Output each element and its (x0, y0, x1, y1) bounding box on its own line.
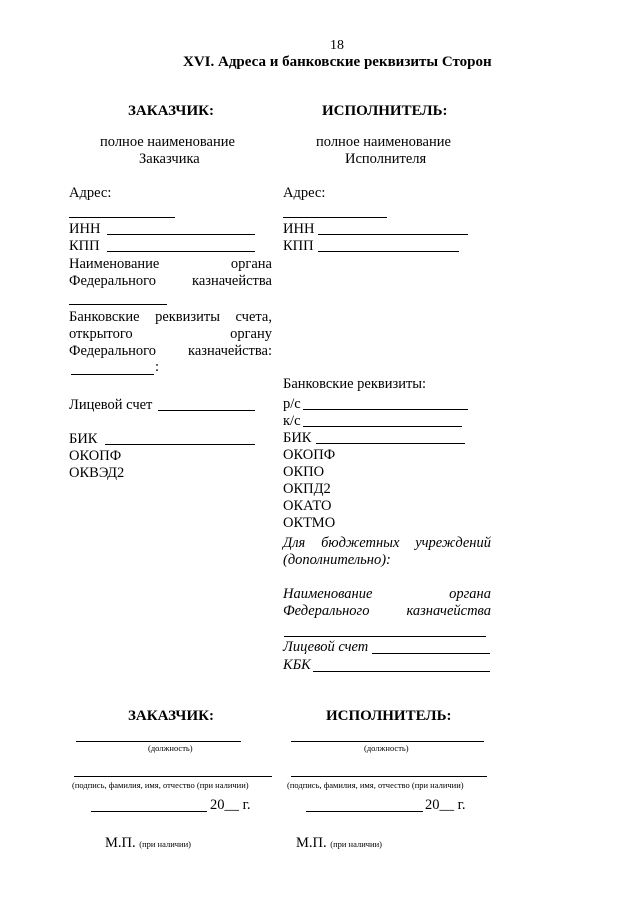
contractor-signature-field[interactable] (291, 776, 487, 777)
contractor-inn-label: ИНН (283, 221, 315, 237)
contractor-position-caption: (должность) (364, 743, 409, 753)
customer-signature-field[interactable] (74, 776, 272, 777)
contractor-fk-word: казначейства (406, 603, 491, 619)
customer-personal-account-label: Лицевой счет (69, 397, 153, 413)
customer-fk-word: органа (230, 256, 272, 272)
contractor-date-field[interactable] (306, 811, 423, 812)
contractor-budget-word: бюджетных (321, 535, 400, 551)
contractor-fk-name-line1 (283, 586, 491, 603)
contractor-budget-word: Для (283, 535, 306, 551)
contractor-personal-account-field[interactable] (372, 653, 490, 654)
stamp-label: М.П. (296, 835, 327, 851)
contractor-address-label: Адрес: (283, 185, 326, 201)
contractor-signature-heading: ИСПОЛНИТЕЛЬ: (326, 708, 452, 724)
contractor-stamp (296, 835, 382, 852)
contractor-signature-caption: (подпись, фамилия, имя, отчество (при наличии) (287, 780, 464, 790)
contractor-heading: ИСПОЛНИТЕЛЬ: (322, 103, 448, 119)
customer-address-line[interactable] (69, 217, 175, 218)
stamp-note: (при наличии) (330, 839, 382, 849)
contractor-full-name-caption: полное наименование (316, 134, 451, 150)
customer-inn-label: ИНН (69, 221, 101, 237)
page-number: 18 (330, 38, 344, 53)
customer-bank-word: счета, (235, 309, 272, 325)
customer-stamp (105, 835, 191, 852)
customer-full-name-caption: полное наименование (100, 134, 235, 150)
contractor-address-line[interactable] (283, 217, 387, 218)
contractor-ks-field[interactable] (303, 426, 462, 427)
customer-fk-name-line2 (69, 273, 272, 290)
customer-date-field[interactable] (91, 811, 207, 812)
customer-address-label: Адрес: (69, 185, 112, 201)
customer-bank-word: реквизиты (155, 309, 220, 325)
contractor-fk-name-line2 (283, 603, 491, 620)
customer-bank-line3 (69, 343, 272, 360)
customer-bank-account-field[interactable] (71, 374, 154, 375)
customer-bik-field[interactable] (105, 444, 255, 445)
contractor-okpd2-label: ОКПД2 (283, 481, 331, 497)
customer-bank-line1 (69, 309, 272, 326)
customer-bank-word: Федерального (69, 343, 157, 359)
contractor-rs-field[interactable] (303, 409, 468, 410)
customer-full-name-caption-2: Заказчика (139, 151, 200, 167)
customer-fk-word: Наименование (69, 256, 160, 272)
customer-fk-name-line1 (69, 256, 272, 273)
contractor-kpp-field[interactable] (318, 251, 459, 252)
customer-signature-heading: ЗАКАЗЧИК: (128, 708, 214, 724)
contractor-okpo-label: ОКПО (283, 464, 325, 480)
customer-position-field[interactable] (76, 741, 241, 742)
contractor-fk-name-field[interactable] (284, 636, 486, 637)
contractor-bank-details-label: Банковские реквизиты: (283, 376, 427, 392)
stamp-note: (при наличии) (139, 839, 191, 849)
customer-bik-label: БИК (69, 431, 98, 447)
customer-personal-account-field[interactable] (158, 410, 255, 411)
customer-fk-word: казначейства (192, 273, 272, 289)
customer-bank-colon: : (155, 359, 160, 375)
customer-signature-caption: (подпись, фамилия, имя, отчество (при наличии) (72, 780, 249, 790)
customer-bank-word: казначейства: (188, 343, 272, 359)
contractor-kpp-label: КПП (283, 238, 314, 254)
contractor-kbk-label: КБК (283, 657, 311, 673)
customer-position-caption: (должность) (148, 743, 193, 753)
contractor-fk-word: Наименование (283, 586, 373, 602)
contractor-budget-note-line2: (дополнительно): (283, 552, 391, 568)
contractor-kbk-field[interactable] (313, 671, 490, 672)
section-title: XVI. Адреса и банковские реквизиты Сторон (183, 54, 492, 70)
stamp-label: М.П. (105, 835, 136, 851)
customer-kpp-label: КПП (69, 238, 100, 254)
customer-heading: ЗАКАЗЧИК: (128, 103, 214, 119)
contractor-okopf-label: ОКОПФ (283, 447, 336, 463)
contractor-rs-label: р/с (283, 396, 301, 412)
contractor-personal-account-label: Лицевой счет (283, 639, 369, 655)
contractor-full-name-caption-2: Исполнителя (345, 151, 427, 167)
contractor-position-field[interactable] (291, 741, 484, 742)
contractor-fk-word: Федерального (283, 603, 370, 619)
customer-bank-word: Банковские (69, 309, 140, 325)
customer-fk-word: Федерального (69, 273, 157, 289)
contractor-bik-field[interactable] (316, 443, 465, 444)
contractor-budget-word: учреждений (415, 535, 491, 551)
contractor-budget-note-line1 (283, 535, 491, 552)
customer-inn-field[interactable] (107, 234, 255, 235)
contractor-inn-field[interactable] (318, 234, 468, 235)
contractor-ks-label: к/с (283, 413, 301, 429)
customer-kpp-field[interactable] (107, 251, 255, 252)
customer-okved2-label: ОКВЭД2 (69, 465, 125, 481)
contractor-date-year: 20__ г. (425, 797, 466, 813)
contractor-okato-label: ОКАТО (283, 498, 332, 514)
contractor-fk-word: органа (449, 586, 491, 602)
customer-bank-line2 (69, 326, 272, 343)
customer-okopf-label: ОКОПФ (69, 448, 122, 464)
customer-bank-word: открытого (69, 326, 133, 342)
contractor-oktmo-label: ОКТМО (283, 515, 336, 531)
customer-date-year: 20__ г. (210, 797, 251, 813)
contractor-bik-label: БИК (283, 430, 312, 446)
customer-fk-name-field[interactable] (69, 304, 167, 305)
customer-bank-word: органу (230, 326, 272, 342)
